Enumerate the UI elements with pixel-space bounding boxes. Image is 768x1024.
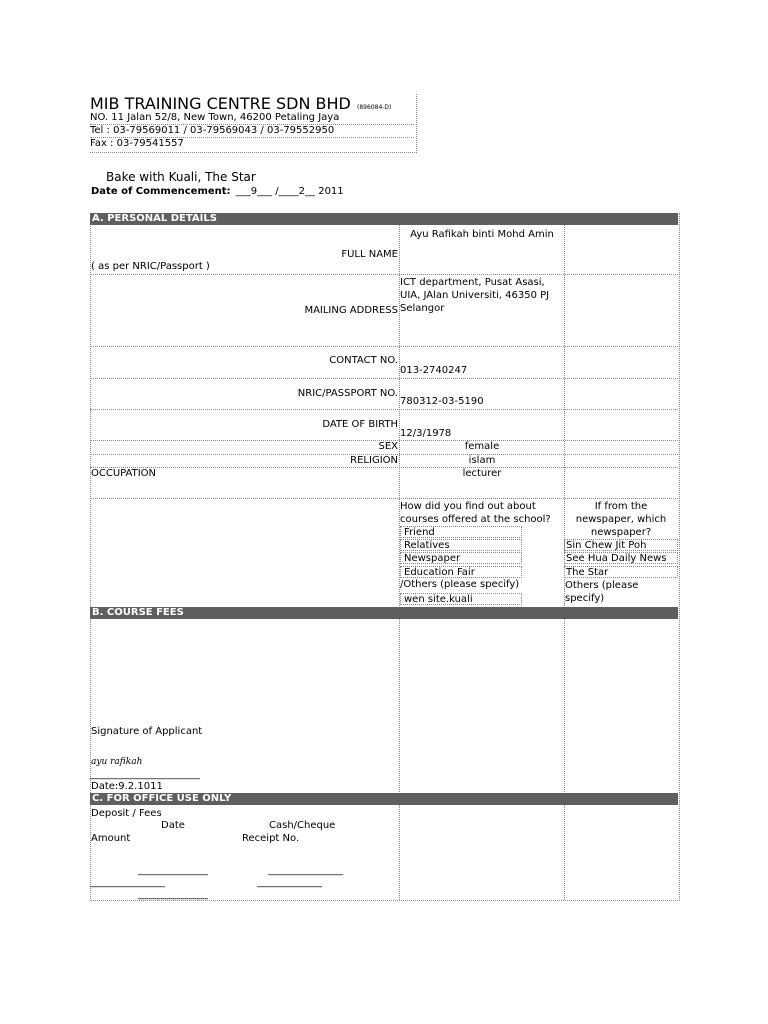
contact-value[interactable]: 013-2740247	[400, 365, 468, 376]
signature[interactable]: ayu rafikah	[91, 757, 143, 767]
newspaper-question: If from the newspaper, which newspaper?	[575, 501, 667, 538]
commencement-row	[91, 186, 344, 197]
deposit-label: Deposit / Fees	[91, 808, 162, 819]
cash-cheque-label: Cash/Cheque	[269, 820, 336, 831]
full-name-label: FULL NAME	[341, 249, 398, 260]
sex-value[interactable]: female	[464, 441, 500, 452]
extra-blank[interactable]: ______________	[138, 889, 208, 900]
option-see-hua[interactable]: See Hua Daily News	[564, 552, 678, 564]
header-box	[90, 94, 417, 153]
signature-label: Signature of Applicant	[91, 726, 203, 737]
sex-label: SEX	[378, 441, 398, 452]
section-b-heading: B. COURSE FEES	[90, 607, 678, 619]
nric-note: ( as per NRIC/Passport )	[91, 261, 210, 272]
mailing-address-value[interactable]: ICT department, Pusat Asasi, UIA, JAlan Universiti, 46350 PJ Selangor	[400, 277, 550, 314]
course-title: Bake with Kuali, The Star	[106, 170, 256, 184]
company-fax: Fax : 03-79541557	[90, 138, 184, 149]
receipt-blank[interactable]: _____________	[257, 877, 322, 888]
option-sin-chew[interactable]: Sin Chew Jit Poh	[564, 539, 678, 551]
nric-label: NRIC/PASSPORT NO.	[297, 388, 398, 399]
amount-blank[interactable]: _______________	[90, 877, 165, 888]
section-a-heading: A. PERSONAL DETAILS	[90, 213, 678, 225]
contact-label: CONTACT NO.	[329, 355, 398, 366]
company-name: MIB TRAINING CENTRE SDN BHD	[90, 94, 351, 113]
amount-label: Amount	[91, 833, 131, 844]
occupation-label: OCCUPATION	[91, 468, 157, 479]
commencement-label: Date of Commencement:	[91, 186, 231, 197]
religion-value[interactable]: islam	[468, 455, 496, 466]
company-address: NO. 11 Jalan 52/8, New Town, 46200 Petaling Jaya	[90, 112, 414, 125]
commencement-value: ___9___ /____2__ 2011	[235, 186, 344, 197]
company-reg-no: (896084-D)	[357, 104, 392, 111]
occupation-value[interactable]: lecturer	[462, 468, 502, 479]
option-others-newspaper[interactable]: Others (please specify)	[565, 580, 639, 604]
option-others[interactable]: /Others (please specify)	[400, 579, 520, 590]
full-name-value[interactable]: Ayu Rafikah binti Mohd Amin	[410, 229, 554, 240]
option-newspaper[interactable]: Newspaper	[400, 552, 522, 564]
nric-value[interactable]: 780312-03-5190	[400, 396, 484, 407]
option-relatives[interactable]: Relatives	[400, 539, 522, 551]
application-date[interactable]: Date:9.2.1011	[91, 781, 163, 792]
find-out-question: How did you find out about courses offered at the school?	[400, 501, 551, 525]
signature-line: ______________________	[90, 769, 200, 780]
option-education-fair[interactable]: Education Fair	[400, 566, 522, 578]
dob-label: DATE OF BIRTH	[322, 419, 398, 430]
religion-label: RELIGION	[350, 455, 398, 466]
receipt-label: Receipt No.	[242, 833, 300, 844]
date-label: Date	[161, 820, 185, 831]
date-blank[interactable]: ______________	[138, 865, 208, 876]
cash-cheque-blank[interactable]: _______________	[268, 865, 343, 876]
company-tel: Tel : 03-79569011 / 03-79569043 / 03-79552950	[90, 125, 414, 138]
mailing-address-label: MAILING ADDRESS	[304, 305, 398, 316]
option-friend[interactable]: Friend	[400, 526, 522, 538]
option-the-star[interactable]: The Star	[564, 566, 678, 578]
dob-value[interactable]: 12/3/1978	[400, 428, 452, 439]
section-c-heading: C. FOR OFFICE USE ONLY	[90, 793, 678, 805]
option-others-value[interactable]: wen site.kuali	[400, 593, 522, 605]
